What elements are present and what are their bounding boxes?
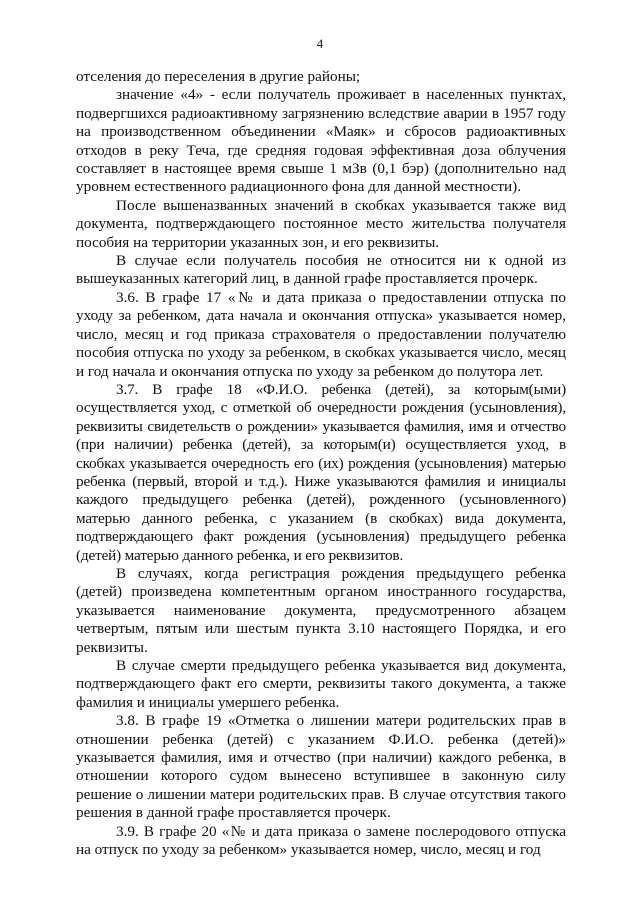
paragraph-3-9: 3.9. В графе 20 «№ и дата приказа о замене послеродового отпуска на отпуск по уходу за ребенком» указывается номер, число, месяц и год: [76, 822, 566, 859]
document-body: [76, 68, 566, 859]
paragraph-foreign-registration: В случаях, когда регистрация рождения предыдущего ребенка (детей) произведена компетентным органом иностранного государства, указывается наименование документа, предусмотренного абзацем четвертым, пятым или шестым пункта 3.10 настоящего Порядка, и его реквизиты.: [76, 564, 566, 656]
paragraph-3-6: 3.6. В графе 17 «№ и дата приказа о предоставлении отпуска по уходу за ребенком, дата начала и окончания отпуска» указывается номер, число, месяц и год приказа страхователя о предоставлении получателю пособия отпуска по уходу за ребенком, в скобках указывается число, месяц и год начала и окончания отпуска по уходу за ребенком до полутора лет.: [76, 288, 566, 380]
paragraph-value-4: значение «4» - если получатель проживает в населенных пунктах, подвергшихся радиоактивному загрязнению вследствие аварии в 1957 году на производственном объединении «Маяк» и сбросов радиоактивных отходов в реку Теча, где средняя годовая эффективная доза облучения составляет в настоящее время свыше 1 мЗв (0,1 бэр) (дополнительно над уровнем естественного радиационного фона для данной местности).: [76, 86, 566, 196]
page-number: 4: [316, 36, 324, 51]
paragraph-continuation: отселения до переселения в другие районы;: [76, 68, 361, 85]
paragraph-document-type: После вышеназванных значений в скобках указывается также вид документа, подтверждающего постоянное место жительства получателя пособия на территории указанных зон, и его реквизиты.: [76, 196, 566, 251]
paragraph-3-7: 3.7. В графе 18 «Ф.И.О. ребенка (детей), за которым(ыми) осуществляется уход, с отметкой об очередности рождения (усыновления), реквизиты свидетельств о рождении» указывается фамилия, имя и отчество (при наличии) ребенка (детей), за которым(и) осуществляется уход, в скобках указывается очередность его (их) рождения (усыновления) матерью ребенка (первый, второй и т.д.). Ниже указываются фамилия и инициалы каждого предыдущего ребенка (детей), рожденного (усыновленного) матерью данного ребенка, с указанием (в скобках) вида документа, подтверждающего факт рождения (усыновления) предыдущего ребенка (детей) матерью данного ребенка, и его реквизитов.: [76, 380, 566, 564]
paragraph-no-category: В случае если получатель пособия не относится ни к одной из вышеуказанных категорий лиц, в данной графе проставляется прочерк.: [76, 252, 566, 288]
paragraph-3-8: 3.8. В графе 19 «Отметка о лишении матери родительских прав в отношении ребенка (детей) с указанием Ф.И.О. ребенка (детей)» указывается фамилия, имя и отчество (при наличии) каждого ребенка, в отношении которого судом вынесено вступившее в законную силу решение о лишении матери родительских прав. В случае отсутствия такого решения в данной графе проставляется прочерк.: [76, 712, 566, 822]
paragraph-child-death: В случае смерти предыдущего ребенка указывается вид документа, подтверждающего факт его смерти, реквизиты такого документа, а также фамилия и инициалы умершего ребенка.: [76, 657, 566, 711]
